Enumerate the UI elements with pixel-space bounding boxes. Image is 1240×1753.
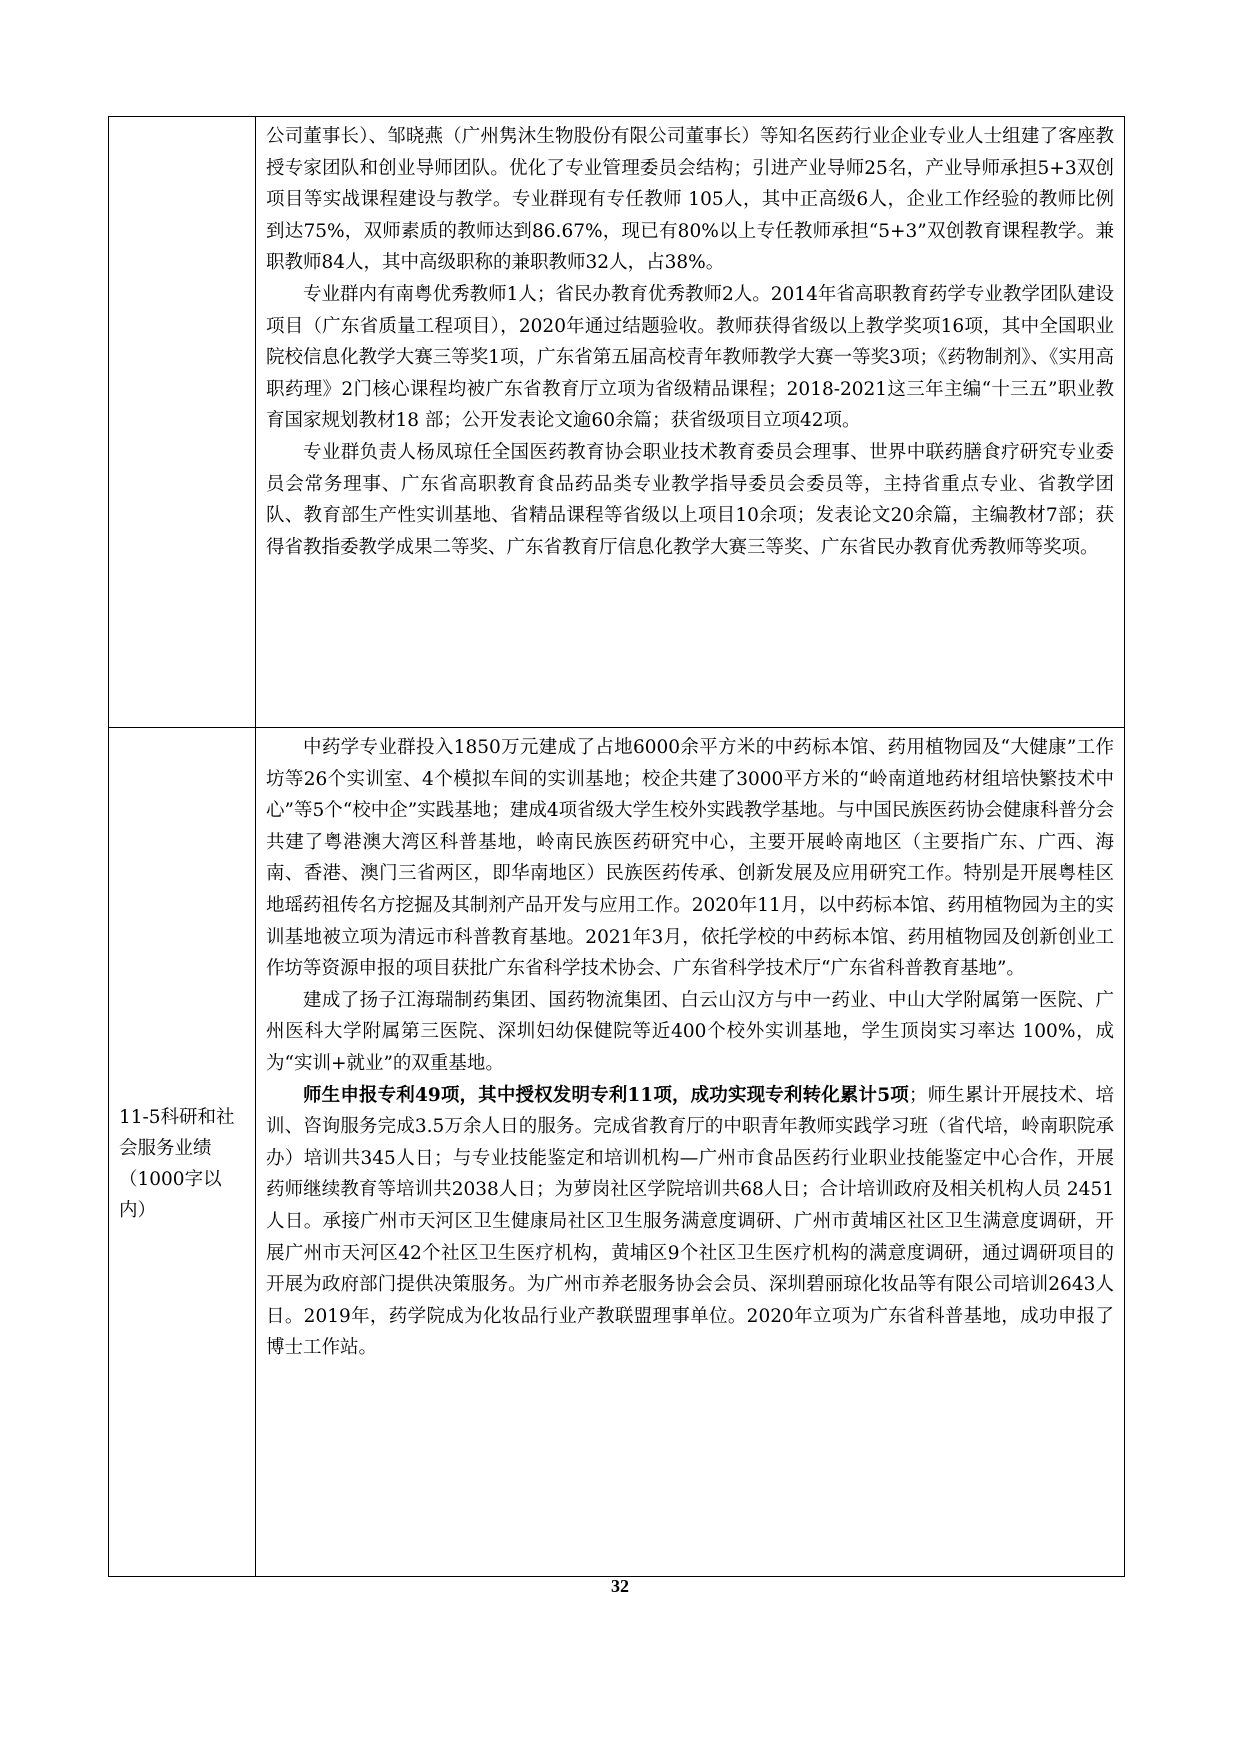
- row-label-cell: [109, 117, 256, 728]
- paragraph: 专业群内有南粤优秀教师1人；省民办教育优秀教师2人。2014年省高职教育药学专业教学团队建设项目（广东省质量工程项目），2020年通过结题验收。教师获得省级以上教学奖项16项，其中全国职业院校信息化教学大赛三等奖1项，广东省第五届高校青年教师教学大赛一等奖3项；《药物制剂》、《实用高职药理》2门核心课程均被广东省教育厅立项为省级精品课程；2018-2021这三年主编“十三五”职业教育国家规划教材18 部；公开发表论文逾60余篇；获省级项目立项42项。: [266, 283, 1114, 432]
- row-label: 11-5科研和社会服务业绩（1000字以内）: [119, 1107, 235, 1221]
- paragraph: 中药学专业群投入1850万元建成了占地6000余平方米的中药标本馆、药用植物园及“大健康”工作坊等26个实训室、4个模拟车间的实训基地；校企共建了3000平方米的“岭南道地药材组培快繁技术中心”等5个“校中企”实践基地；建成4项省级大学生校外实践教学基地。与中国民族医药协会健康科普分会共建了粤港澳大湾区科普基地，岭南民族医药研究中心，主要开展岭南地区（主要指广东、广西、海南、香港、澳门三省两区，即华南地区）民族医药传承、创新发展及应用研究工作。特别是开展粤桂区地瑶药祖传名方挖掘及其制剂产品开发与应用工作。2020年11月，以中药标本馆、药用植物园为主的实训基地被立项为清远市科普教育基地。2021年3月，依托学校的中药标本馆、药用植物园及创新创业工作坊等资源申报的项目获批广东省科学技术协会、广东省科学技术厅“广东省科普教育基地”。: [266, 737, 1114, 980]
- content-table: [108, 116, 1125, 1577]
- row-content-cell: [256, 728, 1125, 1577]
- bold-highlight: 师生申报专利49项，其中授权发明专利11项，成功实现专利转化累计5项: [303, 1084, 909, 1106]
- paragraph: 建成了扬子江海瑞制药集团、国药物流集团、白云山汉方与中一药业、中山大学附属第一医院、广州医科大学附属第三医院、深圳妇幼保健院等近400个校外实训基地，学生顶岗实习率达 100%，成为“实训+就业”的双重基地。: [266, 989, 1114, 1074]
- table-row: [109, 117, 1125, 728]
- row-label-cell: [109, 728, 256, 1577]
- paragraph: [266, 1080, 1114, 1364]
- page-number: 32: [611, 1576, 629, 1596]
- paragraph: 公司董事长）、邹晓燕（广州隽沐生物股份有限公司董事长）等知名医药行业企业专业人士组建了客座教授专家团队和创业导师团队。优化了专业管理委员会结构；引进产业导师25名，产业导师承担5+3双创项目等实战课程建设与教学。专业群现有专任教师 105人，其中正高级6人，企业工作经验的教师比例到达75%，双师素质的教师达到86.67%，现已有80%以上专任教师承担“5+3”双创教育课程教学。兼职教师84人，其中高级职称的兼职教师32人，占38%。: [266, 126, 1114, 274]
- paragraph-text: ；师生累计开展技术、培训、咨询服务完成3.5万余人日的服务。完成省教育厅的中职青年教师实践学习班（省代培，岭南职院承办）培训共345人日；与专业技能鉴定和培训机构—广州市食品医药行业职业技能鉴定中心合作，开展药师继续教育等培训共2038人日；为萝岗社区学院培训共68人日；合计培训政府及相关机构人员 2451人日。承接广州市天河区卫生健康局社区卫生服务满意度调研、广州市黄埔区社区卫生满意度调研，开展广州市天河区42个社区卫生医疗机构，黄埔区9个社区卫生医疗机构的满意度调研，通过调研项目的开展为政府部门提供决策服务。为广州市养老服务协会会员、深圳碧丽琼化妆品等有限公司培训2643人日。2019年，药学院成为化妆品行业产教联盟理事单位。2020年立项为广东省科普基地，成功申报了博士工作站。: [266, 1084, 1114, 1359]
- row-content-cell: [256, 117, 1125, 728]
- table-row: [109, 728, 1125, 1577]
- paragraph: 专业群负责人杨凤琼任全国医药教育协会职业技术教育委员会理事、世界中联药膳食疗研究专业委员会常务理事、广东省高职教育食品药品类专业教学指导委员会委员等，主持省重点专业、省教学团队、教育部生产性实训基地、省精品课程等省级以上项目10余项；发表论文20余篇，主编教材7部；获得省教指委教学成果二等奖、广东省教育厅信息化教学大赛三等奖、广东省民办教育优秀教师等奖项。: [266, 441, 1114, 558]
